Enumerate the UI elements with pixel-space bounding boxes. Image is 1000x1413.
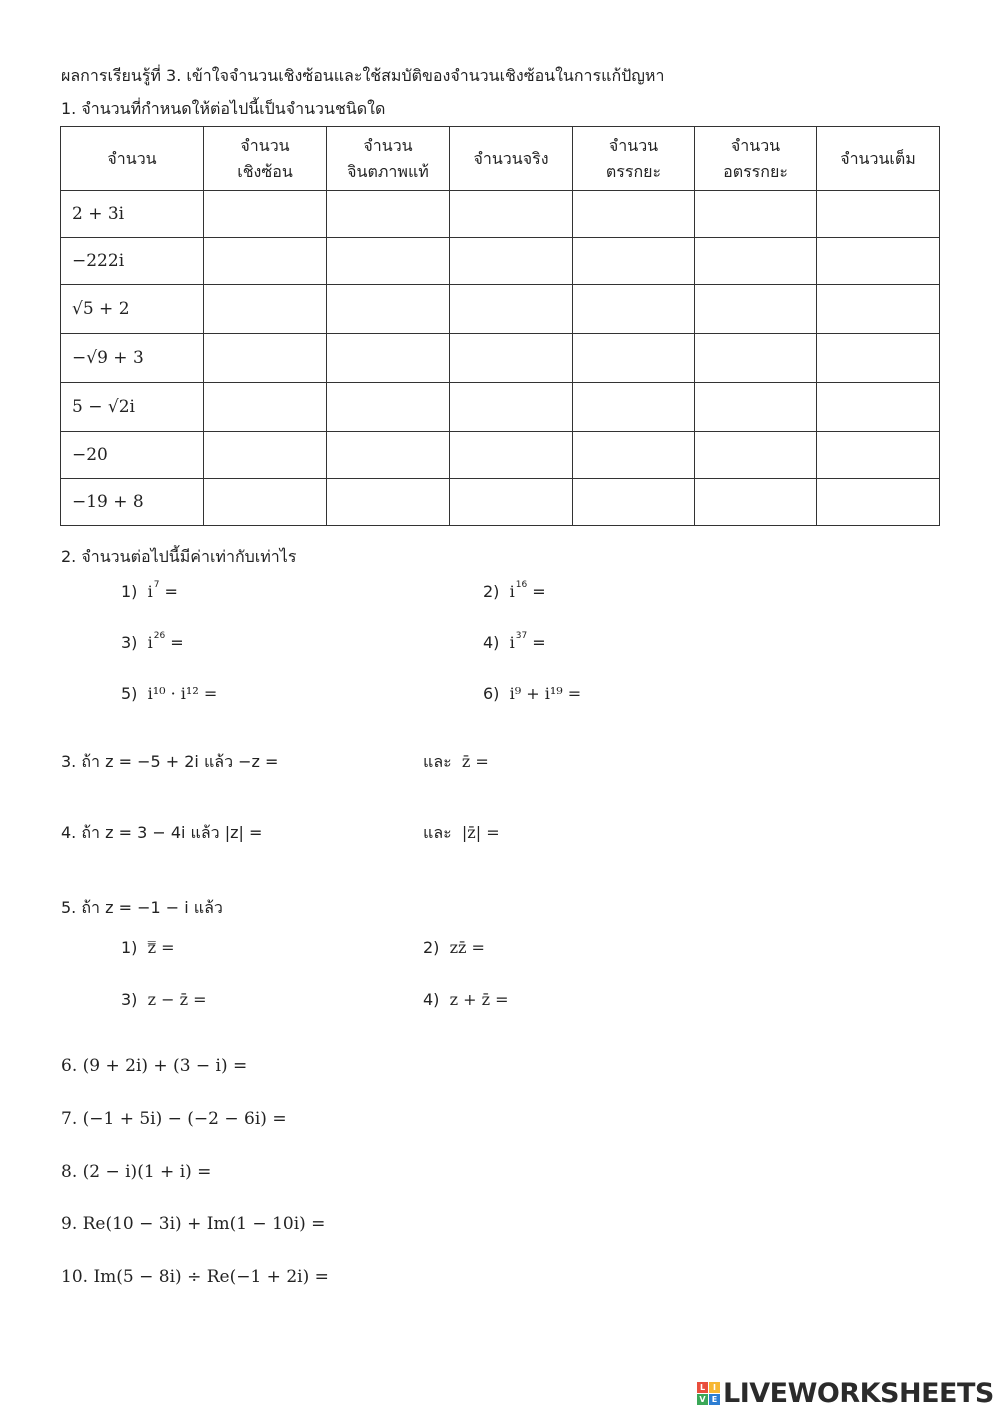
header-real: จำนวนจริง xyxy=(450,127,573,191)
answer-cell[interactable] xyxy=(204,285,327,334)
answer-cell[interactable] xyxy=(327,383,450,432)
q2-item-1-num: 1) xyxy=(121,582,138,601)
answer-cell[interactable] xyxy=(573,191,695,238)
question-4-left: 4. ถ้า z = 3 − 4i แล้ว |z| = xyxy=(61,823,263,842)
answer-cell[interactable] xyxy=(450,479,573,526)
answer-cell[interactable] xyxy=(450,191,573,238)
answer-cell[interactable] xyxy=(817,238,940,285)
question-8: 8. (2 − i)(1 + i) = xyxy=(61,1162,212,1182)
q5-item-1-expr: z̿ = xyxy=(147,938,175,957)
q2-item-3-eq: = xyxy=(165,633,184,652)
answer-cell[interactable] xyxy=(573,432,695,479)
answer-cell[interactable] xyxy=(817,285,940,334)
answer-cell[interactable] xyxy=(204,191,327,238)
answer-cell[interactable] xyxy=(327,432,450,479)
table-row xyxy=(61,334,940,383)
table-row xyxy=(61,238,940,285)
q2-item-3-num: 3) xyxy=(121,633,138,652)
q5-item-2 xyxy=(423,940,485,956)
answer-cell[interactable] xyxy=(817,191,940,238)
header-irrational: จำนวน อตรรกยะ xyxy=(695,127,817,191)
q2-item-2-base: i xyxy=(509,582,515,601)
answer-cell[interactable] xyxy=(204,334,327,383)
q2-item-4-exp: 37 xyxy=(515,630,528,641)
answer-cell[interactable] xyxy=(450,383,573,432)
number-classification-table xyxy=(60,126,940,526)
answer-cell[interactable] xyxy=(450,334,573,383)
q5-item-4-expr: z + z̄ = xyxy=(449,990,509,1009)
logo-blocks-icon xyxy=(697,1382,720,1405)
answer-cell[interactable] xyxy=(695,383,817,432)
q2-item-4-eq: = xyxy=(527,633,546,652)
q2-item-6-expr: i⁹ + i¹⁹ = xyxy=(509,684,582,703)
header-pure-imaginary: จำนวน จินตภาพแท้ xyxy=(327,127,450,191)
table-row xyxy=(61,191,940,238)
q2-item-5-num: 5) xyxy=(121,684,138,703)
q3-and-label: และ xyxy=(423,752,452,771)
answer-cell[interactable] xyxy=(573,334,695,383)
answer-cell[interactable] xyxy=(817,334,940,383)
q4-and-label: และ xyxy=(423,823,452,842)
number-cell: √5 + 2 xyxy=(61,285,204,334)
answer-cell[interactable] xyxy=(204,238,327,285)
liveworksheets-logo xyxy=(697,1378,994,1408)
q5-item-1 xyxy=(121,940,175,956)
answer-cell[interactable] xyxy=(450,238,573,285)
q5-item-3-expr: z − z̄ = xyxy=(147,990,207,1009)
q2-item-2 xyxy=(483,579,546,601)
answer-cell[interactable] xyxy=(817,479,940,526)
number-cell: −√9 + 3 xyxy=(61,334,204,383)
answer-cell[interactable] xyxy=(695,479,817,526)
answer-cell[interactable] xyxy=(327,285,450,334)
question-6: 6. (9 + 2i) + (3 − i) = xyxy=(61,1056,248,1076)
q5-item-2-expr: zz̄ = xyxy=(449,938,485,957)
number-cell: 5 − √2i xyxy=(61,383,204,432)
question-7: 7. (−1 + 5i) − (−2 − 6i) = xyxy=(61,1109,287,1129)
q5-item-3 xyxy=(121,992,207,1008)
answer-cell[interactable] xyxy=(204,432,327,479)
q5-item-1-num: 1) xyxy=(121,938,138,957)
q2-item-5 xyxy=(121,686,217,702)
question-3-left: 3. ถ้า z = −5 + 2i แล้ว −z = xyxy=(61,752,279,771)
answer-cell[interactable] xyxy=(573,479,695,526)
header-integer: จำนวนเต็ม xyxy=(817,127,940,191)
answer-cell[interactable] xyxy=(573,238,695,285)
q2-item-6-num: 6) xyxy=(483,684,500,703)
q2-item-3-exp: 26 xyxy=(153,630,166,641)
number-cell: 2 + 3i xyxy=(61,191,204,238)
answer-cell[interactable] xyxy=(450,285,573,334)
question-10: 10. Im(5 − 8i) ÷ Re(−1 + 2i) = xyxy=(61,1267,329,1287)
answer-cell[interactable] xyxy=(695,238,817,285)
question-4-right xyxy=(423,825,500,841)
question-3-right xyxy=(423,754,489,770)
table-row xyxy=(61,432,940,479)
q2-item-2-exp: 16 xyxy=(515,579,528,590)
answer-cell[interactable] xyxy=(573,285,695,334)
logo-block-l: L xyxy=(697,1382,708,1393)
logo-block-i: I xyxy=(709,1382,720,1393)
number-cell: −222i xyxy=(61,238,204,285)
header-complex: จำนวน เชิงซ้อน xyxy=(204,127,327,191)
answer-cell[interactable] xyxy=(573,383,695,432)
q2-item-2-num: 2) xyxy=(483,582,500,601)
answer-cell[interactable] xyxy=(695,191,817,238)
q5-item-4-num: 4) xyxy=(423,990,440,1009)
table-header-row xyxy=(61,127,940,191)
q4-modulus-conjugate-expr: |z̄| = xyxy=(461,823,500,842)
answer-cell[interactable] xyxy=(817,383,940,432)
question-5-title: 5. ถ้า z = −1 − i แล้ว xyxy=(61,898,223,917)
objective-heading: ผลการเรียนรู้ที่ 3. เข้าใจจำนวนเชิงซ้อนและใช้สมบัติของจำนวนเชิงซ้อนในการแก้ปัญหา xyxy=(61,66,665,85)
q2-item-4-base: i xyxy=(509,633,515,652)
q5-item-2-num: 2) xyxy=(423,938,440,957)
number-cell: −19 + 8 xyxy=(61,479,204,526)
brand-text: LIVEWORKSHEETS xyxy=(723,1377,994,1409)
table-row xyxy=(61,479,940,526)
question-1-title: 1. จำนวนที่กำหนดให้ต่อไปนี้เป็นจำนวนชนิดใด xyxy=(61,99,386,118)
answer-cell[interactable] xyxy=(695,334,817,383)
q2-item-1-eq: = xyxy=(159,582,178,601)
q2-item-1-exp: 7 xyxy=(153,579,160,590)
header-number: จำนวน xyxy=(61,127,204,191)
q2-item-4-num: 4) xyxy=(483,633,500,652)
answer-cell[interactable] xyxy=(327,191,450,238)
logo-block-e: E xyxy=(709,1394,720,1405)
answer-cell[interactable] xyxy=(204,479,327,526)
answer-cell[interactable] xyxy=(695,432,817,479)
q2-item-3-base: i xyxy=(147,633,153,652)
question-2-title: 2. จำนวนต่อไปนี้มีค่าเท่ากับเท่าไร xyxy=(61,547,297,566)
table-row xyxy=(61,285,940,334)
q2-item-4 xyxy=(483,630,546,652)
answer-cell[interactable] xyxy=(327,238,450,285)
answer-cell[interactable] xyxy=(695,285,817,334)
answer-cell[interactable] xyxy=(817,432,940,479)
table-row xyxy=(61,383,940,432)
q5-item-4 xyxy=(423,992,509,1008)
answer-cell[interactable] xyxy=(327,479,450,526)
q2-item-6 xyxy=(483,686,581,702)
q2-item-2-eq: = xyxy=(527,582,546,601)
answer-cell[interactable] xyxy=(450,432,573,479)
q2-item-5-expr: i¹⁰ · i¹² = xyxy=(147,684,218,703)
number-cell: −20 xyxy=(61,432,204,479)
answer-cell[interactable] xyxy=(327,334,450,383)
q2-item-3 xyxy=(121,630,184,652)
question-9: 9. Re(10 − 3i) + Im(1 − 10i) = xyxy=(61,1214,326,1234)
q5-item-3-num: 3) xyxy=(121,990,138,1009)
answer-cell[interactable] xyxy=(204,383,327,432)
logo-block-v: V xyxy=(697,1394,708,1405)
header-rational: จำนวน ตรรกยะ xyxy=(573,127,695,191)
q3-conjugate-expr: z̄ = xyxy=(461,752,489,771)
q2-item-1-base: i xyxy=(147,582,153,601)
q2-item-1 xyxy=(121,579,178,601)
